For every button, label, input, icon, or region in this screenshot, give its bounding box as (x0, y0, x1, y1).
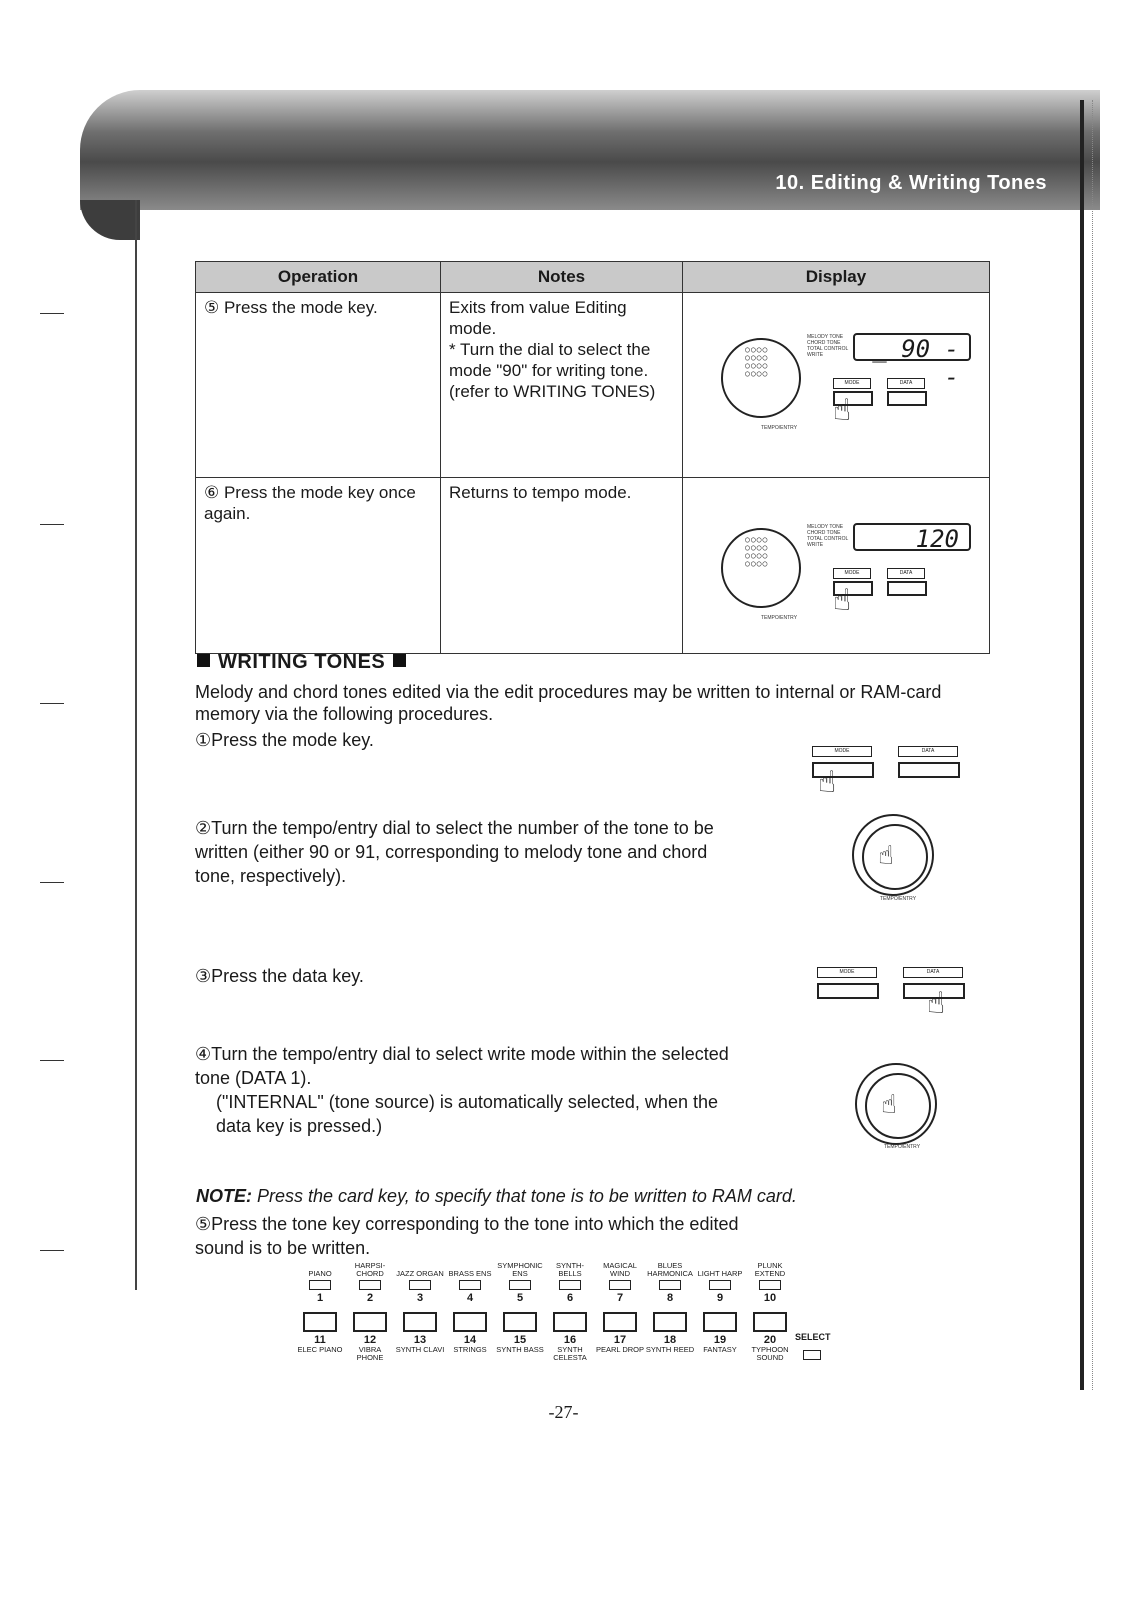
tone-button (453, 1312, 487, 1332)
data-key (898, 762, 960, 778)
tone-name: VIBRA PHONE (356, 1345, 384, 1362)
data-key-label: DATA (898, 746, 958, 757)
tone-name: SYNTH REED (645, 1345, 695, 1354)
margin-tick (40, 524, 64, 525)
lcd-display: _ 90 - - (853, 333, 971, 361)
tone-name: FANTASY (703, 1345, 737, 1354)
notes-text: Exits from value Editing mode. (449, 298, 627, 338)
select-label: SELECT (795, 1332, 831, 1342)
tone-name: LIGHT HARP (697, 1269, 743, 1278)
operations-table (195, 261, 990, 654)
column-header: Operation (196, 262, 441, 293)
step-5: ⑤Press the tone key corresponding to the tone into which the edited sound is to be written. (195, 1214, 739, 1258)
tempo-entry-caption: TEMPO/ENTRY (761, 425, 798, 431)
tone-key-19 (695, 1312, 745, 1354)
left-margin-rule (135, 200, 137, 1290)
tone-button (603, 1312, 637, 1332)
tone-key-13 (395, 1312, 445, 1354)
margin-tick (40, 1250, 64, 1251)
tempo-entry-caption: TEMPO/ENTRY (884, 1144, 921, 1150)
tempo-entry-caption: TEMPO/ENTRY (880, 896, 917, 902)
data-key-label: DATA (887, 378, 925, 389)
tone-number: 16 (563, 1334, 577, 1346)
tone-key-4 (445, 1262, 495, 1304)
tone-key-7 (595, 1262, 645, 1304)
tone-number: 6 (566, 1292, 574, 1304)
section-title: 10. Editing & Writing Tones (775, 172, 1047, 194)
lcd-labels: MELODY TONE CHORD TONE TOTAL CONTROL WRITE (807, 334, 849, 358)
display-illustration (721, 518, 961, 628)
mode-data-keys-illustration (817, 967, 977, 1027)
tone-button (659, 1280, 681, 1290)
tone-key-6 (545, 1262, 595, 1304)
mode-key-label: MODE (812, 746, 872, 757)
display-cell (683, 478, 990, 654)
dial-hand-icon (865, 1073, 931, 1139)
tone-button (609, 1280, 631, 1290)
step-4: ④Turn the tempo/entry dial to select write mode within the selected tone (DATA 1). (195, 1044, 729, 1088)
step-2: ②Turn the tempo/entry dial to select the number of the tone to be written (either 90 or 91, corresponding to melody tone and chord tone, respectively). (195, 818, 714, 886)
tone-button (403, 1312, 437, 1332)
tone-number: 10 (763, 1292, 777, 1304)
tone-name: JAZZ ORGAN (396, 1269, 444, 1278)
tone-name: HARPSI-CHORD (354, 1261, 386, 1278)
tone-key-12 (345, 1312, 395, 1362)
tone-number: 5 (516, 1292, 524, 1304)
tone-button (509, 1280, 531, 1290)
tone-name: SYNTH CLAVI (395, 1345, 445, 1354)
tone-key-16 (545, 1312, 595, 1362)
tone-button (759, 1280, 781, 1290)
lcd-display: 120 (853, 523, 971, 551)
writing-tones-heading (197, 651, 414, 674)
display-cell (683, 293, 990, 478)
tone-name: STRINGS (453, 1345, 487, 1354)
step-3: ③Press the data key. (195, 966, 364, 986)
tempo-dial-icon (721, 528, 801, 608)
tone-name: SYNTH CELESTA (553, 1345, 587, 1362)
note-line (196, 1186, 797, 1207)
tone-button (303, 1312, 337, 1332)
mode-key (817, 983, 879, 999)
pointing-hand-icon: ☝ (833, 394, 852, 427)
tone-name: ELEC PIANO (297, 1345, 343, 1354)
operation-cell: ⑤ Press the mode key. (196, 293, 441, 478)
tone-number: 12 (363, 1334, 377, 1346)
tempo-dial-icon (721, 338, 801, 418)
tone-key-panel (295, 1262, 855, 1372)
margin-tick (40, 1060, 64, 1061)
tone-button (553, 1312, 587, 1332)
square-bullet-icon (197, 654, 210, 667)
select-key (803, 1350, 821, 1360)
tone-name: SYNTH BASS (496, 1345, 544, 1354)
column-header: Display (683, 262, 990, 293)
notes-cell (441, 293, 683, 478)
tone-name: BRASS ENS (448, 1269, 492, 1278)
tone-button (709, 1280, 731, 1290)
tone-number: 15 (513, 1334, 527, 1346)
tone-key-8 (645, 1262, 695, 1304)
tone-button (409, 1280, 431, 1290)
tone-key-11 (295, 1312, 345, 1354)
margin-tick (40, 882, 64, 883)
tone-key-9 (695, 1262, 745, 1304)
tone-button (703, 1312, 737, 1332)
intro-paragraph: Melody and chord tones edited via the edit procedures may be written to internal or RAM-card memory via the following procedures. (195, 682, 942, 724)
tone-number: 9 (716, 1292, 724, 1304)
dial-hand-icon (862, 824, 928, 890)
operation-cell: ⑥ Press the mode key once again. (196, 478, 441, 654)
display-illustration (721, 328, 961, 438)
tone-name: SYNTH-BELLS (556, 1261, 584, 1278)
tone-name: PIANO (308, 1269, 332, 1278)
pointing-hand-icon: ☝ (878, 840, 894, 870)
tone-key-14 (445, 1312, 495, 1354)
step-4-note: ("INTERNAL" (tone source) is automatically selected, when the data key is pressed.) (216, 1092, 718, 1136)
page-number: -27- (548, 1402, 579, 1422)
tone-number: 19 (713, 1334, 727, 1346)
tone-number: 14 (463, 1334, 477, 1346)
dial-grip-icon: ○○○○ ○○○○ ○○○○ ○○○○ (745, 345, 769, 378)
mode-key-label: MODE (817, 967, 877, 978)
tone-number: 1 (316, 1292, 324, 1304)
margin-tick (40, 313, 64, 314)
table-row (196, 293, 990, 478)
step-1: ①Press the mode key. (195, 730, 374, 750)
tone-button (359, 1280, 381, 1290)
tone-key-17 (595, 1312, 645, 1354)
notes-text: Returns to tempo mode. (449, 483, 632, 502)
tone-number: 8 (666, 1292, 674, 1304)
tone-number: 4 (466, 1292, 474, 1304)
data-key-label: DATA (903, 967, 963, 978)
tone-number: 7 (616, 1292, 624, 1304)
pointing-hand-icon: ☝ (833, 584, 852, 617)
tone-key-15 (495, 1312, 545, 1354)
tone-key-20 (745, 1312, 795, 1362)
tone-button (653, 1312, 687, 1332)
tone-number: 11 (314, 1334, 326, 1346)
tone-key-5 (495, 1262, 545, 1304)
tone-name: PEARL DROP (595, 1345, 645, 1354)
tempo-entry-caption: TEMPO/ENTRY (761, 615, 798, 621)
data-key-label: DATA (887, 568, 925, 579)
lcd-labels: MELODY TONE CHORD TONE TOTAL CONTROL WRITE (807, 524, 849, 548)
tone-key-10 (745, 1262, 795, 1304)
note-label: NOTE: (196, 1186, 252, 1206)
tone-key-1 (295, 1262, 345, 1304)
tone-button (309, 1280, 331, 1290)
tone-name: SYMPHONIC ENS (497, 1261, 543, 1278)
pointing-hand-icon: ☝ (818, 766, 837, 799)
tone-button (353, 1312, 387, 1332)
mode-key-label: MODE (833, 378, 871, 389)
tone-name: MAGICAL WIND (603, 1261, 637, 1278)
tone-number: 3 (416, 1292, 424, 1304)
column-header: Notes (441, 262, 683, 293)
pointing-hand-icon: ☝ (927, 987, 946, 1020)
dial-grip-icon: ○○○○ ○○○○ ○○○○ ○○○○ (745, 535, 769, 568)
mode-key-label: MODE (833, 568, 871, 579)
tone-name: BLUES HARMONICA (647, 1261, 693, 1278)
tone-button (503, 1312, 537, 1332)
data-key (887, 581, 927, 596)
tone-number: 2 (366, 1292, 374, 1304)
table-row (196, 478, 990, 654)
tone-key-3 (395, 1262, 445, 1304)
tone-button (753, 1312, 787, 1332)
pointing-hand-icon: ☝ (881, 1089, 897, 1119)
page-edge (1080, 100, 1093, 1390)
tone-number: 13 (413, 1334, 427, 1346)
tone-key-2 (345, 1262, 395, 1304)
notes-cell (441, 478, 683, 654)
heading-text: WRITING TONES (218, 651, 386, 673)
tone-key-18 (645, 1312, 695, 1354)
data-key (887, 391, 927, 406)
tempo-dial-icon (852, 814, 934, 896)
tone-number: 17 (613, 1334, 627, 1346)
tone-name: PLUNK EXTEND (754, 1261, 786, 1278)
tone-button (459, 1280, 481, 1290)
mode-data-keys-illustration (812, 746, 972, 806)
tone-button (559, 1280, 581, 1290)
tempo-dial-icon (855, 1063, 937, 1145)
square-bullet-icon (393, 654, 406, 667)
tone-number: 18 (663, 1334, 677, 1346)
notes-text: * Turn the dial to select the mode "90" for writing tone. (refer to WRITING TONES) (449, 340, 656, 401)
note-text: Press the card key, to specify that tone is to be written to RAM card. (252, 1186, 797, 1206)
tone-name: TYPHOON SOUND (751, 1345, 789, 1362)
margin-tick (40, 703, 64, 704)
tone-number: 20 (763, 1334, 777, 1346)
